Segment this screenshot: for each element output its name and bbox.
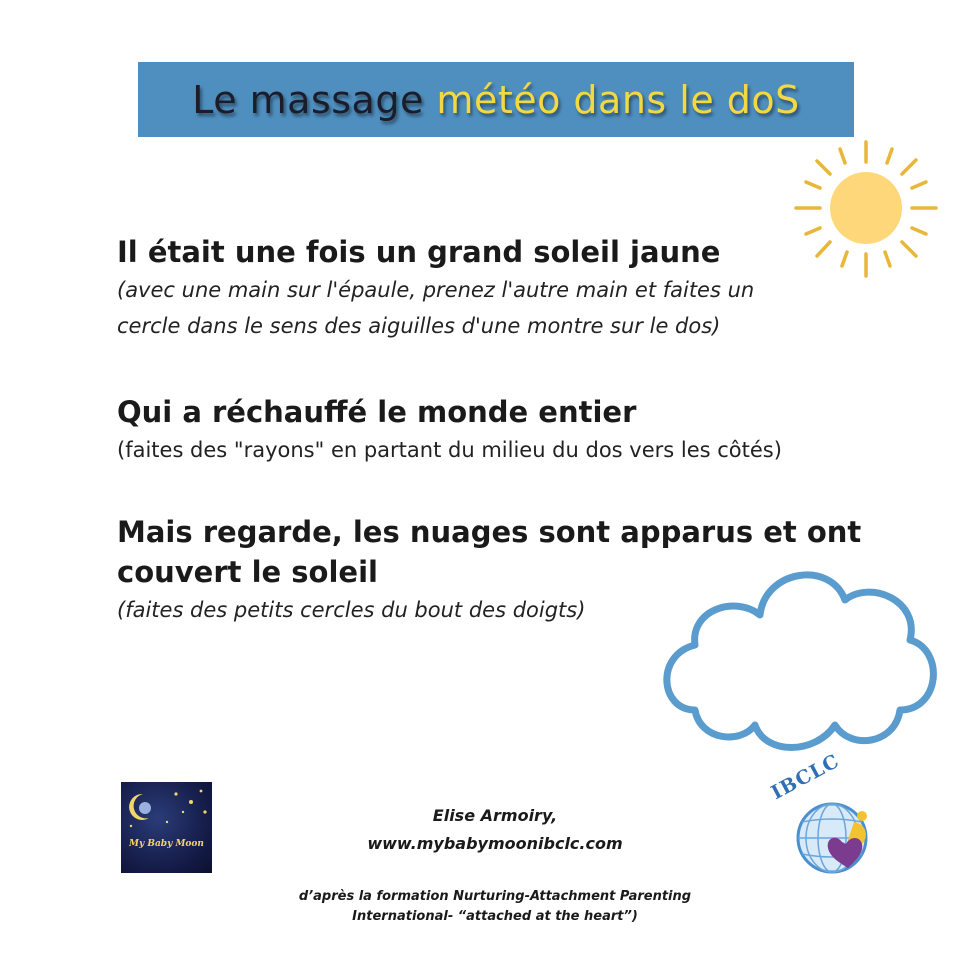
section-sun [117,232,917,344]
author-website: www.mybabymoonibclc.com [367,834,623,853]
section-heading: Mais regarde, les nuages sont apparus et ont [117,515,862,549]
section-heading: Il était une fois un grand soleil jaune [117,235,721,269]
source-line: d’après la formation Nurturing-Attachment Parenting [298,889,692,904]
title-part-1: Le massage [192,77,437,122]
author-name: Elise Armoiry, [432,806,558,825]
ibclc-text: IBCLC [767,749,844,804]
title-part-2: météo dans le doS [436,77,800,122]
section-note-line: (faites des "rayons" en partant du milieu du dos vers les côtés) [117,438,782,462]
section-heading: Qui a réchauffé le monde entier [117,395,637,429]
source-line: International- “attached at the heart”) [352,909,638,924]
section-world [117,392,917,468]
logo-text: My Baby Moon [129,839,204,849]
section-note-line: (avec une main sur l'épaule, prenez l'autre main et faites un [117,278,755,302]
ibclc-logo [767,749,882,882]
section-note-line: cercle dans le sens des aiguilles d'une montre sur le dos) [117,314,721,338]
moon-icon [121,782,212,873]
my-baby-moon-logo [121,782,212,873]
section-heading: couvert le soleil [117,555,378,589]
title-banner [138,62,854,137]
cloud-icon [655,560,940,760]
section-note-line: (faites des petits cercles du bout des doigts) [117,598,586,622]
page-title [192,78,800,122]
